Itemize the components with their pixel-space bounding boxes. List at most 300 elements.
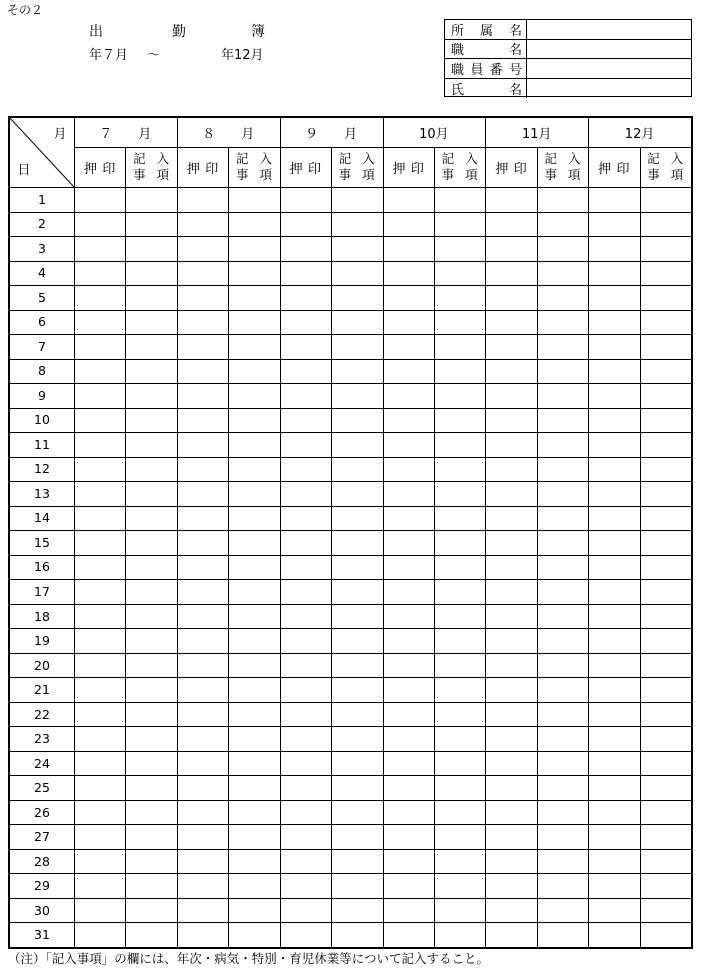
stamp-cell[interactable]: [485, 285, 536, 310]
note-cell[interactable]: [640, 751, 691, 776]
note-cell[interactable]: [228, 212, 279, 237]
stamp-cell[interactable]: [280, 359, 331, 384]
stamp-cell[interactable]: [74, 775, 125, 800]
stamp-cell[interactable]: [280, 212, 331, 237]
note-cell[interactable]: [125, 677, 176, 702]
note-cell[interactable]: [640, 849, 691, 874]
note-cell[interactable]: [537, 702, 588, 727]
stamp-cell[interactable]: [485, 334, 536, 359]
stamp-cell[interactable]: [485, 261, 536, 286]
stamp-cell[interactable]: [74, 726, 125, 751]
stamp-cell[interactable]: [588, 800, 639, 825]
note-cell[interactable]: [640, 579, 691, 604]
note-cell[interactable]: [125, 212, 176, 237]
stamp-cell[interactable]: [74, 236, 125, 261]
note-cell[interactable]: [537, 432, 588, 457]
note-cell[interactable]: [331, 530, 382, 555]
note-cell[interactable]: [434, 800, 485, 825]
note-cell[interactable]: [331, 310, 382, 335]
stamp-cell[interactable]: [74, 187, 125, 212]
note-cell[interactable]: [434, 702, 485, 727]
note-cell[interactable]: [125, 702, 176, 727]
stamp-cell[interactable]: [485, 898, 536, 923]
stamp-cell[interactable]: [588, 457, 639, 482]
stamp-cell[interactable]: [74, 334, 125, 359]
stamp-cell[interactable]: [280, 187, 331, 212]
stamp-cell[interactable]: [588, 628, 639, 653]
note-cell[interactable]: [228, 775, 279, 800]
stamp-cell[interactable]: [280, 922, 331, 947]
stamp-cell[interactable]: [74, 849, 125, 874]
stamp-cell[interactable]: [280, 873, 331, 898]
note-cell[interactable]: [434, 236, 485, 261]
stamp-cell[interactable]: [485, 310, 536, 335]
stamp-cell[interactable]: [588, 334, 639, 359]
note-cell[interactable]: [228, 457, 279, 482]
note-cell[interactable]: [537, 261, 588, 286]
stamp-cell[interactable]: [588, 555, 639, 580]
stamp-cell[interactable]: [485, 628, 536, 653]
note-cell[interactable]: [537, 555, 588, 580]
note-cell[interactable]: [228, 310, 279, 335]
note-cell[interactable]: [640, 432, 691, 457]
stamp-cell[interactable]: [177, 800, 228, 825]
note-cell[interactable]: [537, 653, 588, 678]
note-cell[interactable]: [331, 457, 382, 482]
note-cell[interactable]: [434, 604, 485, 629]
stamp-cell[interactable]: [74, 800, 125, 825]
note-cell[interactable]: [331, 555, 382, 580]
note-cell[interactable]: [640, 702, 691, 727]
note-cell[interactable]: [228, 751, 279, 776]
note-cell[interactable]: [434, 726, 485, 751]
note-cell[interactable]: [331, 628, 382, 653]
stamp-cell[interactable]: [280, 898, 331, 923]
note-cell[interactable]: [434, 653, 485, 678]
note-cell[interactable]: [640, 530, 691, 555]
note-cell[interactable]: [125, 628, 176, 653]
stamp-cell[interactable]: [588, 849, 639, 874]
stamp-cell[interactable]: [74, 579, 125, 604]
stamp-cell[interactable]: [280, 824, 331, 849]
stamp-cell[interactable]: [485, 481, 536, 506]
note-cell[interactable]: [331, 383, 382, 408]
note-cell[interactable]: [228, 898, 279, 923]
note-cell[interactable]: [331, 579, 382, 604]
stamp-cell[interactable]: [588, 824, 639, 849]
note-cell[interactable]: [228, 285, 279, 310]
stamp-cell[interactable]: [177, 359, 228, 384]
info-value-field[interactable]: [527, 40, 691, 59]
stamp-cell[interactable]: [280, 849, 331, 874]
stamp-cell[interactable]: [177, 677, 228, 702]
note-cell[interactable]: [640, 285, 691, 310]
note-cell[interactable]: [125, 849, 176, 874]
note-cell[interactable]: [228, 334, 279, 359]
stamp-cell[interactable]: [383, 432, 434, 457]
stamp-cell[interactable]: [280, 457, 331, 482]
stamp-cell[interactable]: [177, 285, 228, 310]
stamp-cell[interactable]: [177, 212, 228, 237]
note-cell[interactable]: [228, 824, 279, 849]
stamp-cell[interactable]: [280, 800, 331, 825]
stamp-cell[interactable]: [280, 579, 331, 604]
note-cell[interactable]: [434, 751, 485, 776]
stamp-cell[interactable]: [588, 187, 639, 212]
stamp-cell[interactable]: [383, 628, 434, 653]
stamp-cell[interactable]: [485, 653, 536, 678]
stamp-cell[interactable]: [588, 481, 639, 506]
note-cell[interactable]: [537, 579, 588, 604]
note-cell[interactable]: [228, 653, 279, 678]
note-cell[interactable]: [331, 334, 382, 359]
note-cell[interactable]: [434, 849, 485, 874]
stamp-cell[interactable]: [383, 530, 434, 555]
stamp-cell[interactable]: [177, 432, 228, 457]
note-cell[interactable]: [434, 898, 485, 923]
note-cell[interactable]: [125, 530, 176, 555]
stamp-cell[interactable]: [280, 653, 331, 678]
stamp-cell[interactable]: [383, 726, 434, 751]
note-cell[interactable]: [125, 555, 176, 580]
stamp-cell[interactable]: [74, 628, 125, 653]
note-cell[interactable]: [640, 677, 691, 702]
stamp-cell[interactable]: [383, 187, 434, 212]
stamp-cell[interactable]: [588, 677, 639, 702]
note-cell[interactable]: [537, 236, 588, 261]
stamp-cell[interactable]: [74, 383, 125, 408]
stamp-cell[interactable]: [383, 579, 434, 604]
note-cell[interactable]: [125, 481, 176, 506]
stamp-cell[interactable]: [177, 726, 228, 751]
stamp-cell[interactable]: [485, 800, 536, 825]
note-cell[interactable]: [125, 751, 176, 776]
stamp-cell[interactable]: [383, 922, 434, 947]
stamp-cell[interactable]: [588, 432, 639, 457]
note-cell[interactable]: [331, 751, 382, 776]
stamp-cell[interactable]: [588, 702, 639, 727]
note-cell[interactable]: [640, 604, 691, 629]
note-cell[interactable]: [537, 898, 588, 923]
stamp-cell[interactable]: [280, 775, 331, 800]
stamp-cell[interactable]: [280, 677, 331, 702]
note-cell[interactable]: [434, 187, 485, 212]
note-cell[interactable]: [125, 187, 176, 212]
stamp-cell[interactable]: [280, 236, 331, 261]
stamp-cell[interactable]: [485, 702, 536, 727]
note-cell[interactable]: [640, 481, 691, 506]
note-cell[interactable]: [125, 261, 176, 286]
note-cell[interactable]: [537, 677, 588, 702]
note-cell[interactable]: [537, 334, 588, 359]
stamp-cell[interactable]: [383, 334, 434, 359]
stamp-cell[interactable]: [74, 677, 125, 702]
stamp-cell[interactable]: [588, 898, 639, 923]
stamp-cell[interactable]: [588, 310, 639, 335]
note-cell[interactable]: [640, 628, 691, 653]
stamp-cell[interactable]: [177, 481, 228, 506]
stamp-cell[interactable]: [177, 824, 228, 849]
stamp-cell[interactable]: [485, 212, 536, 237]
note-cell[interactable]: [125, 873, 176, 898]
note-cell[interactable]: [434, 628, 485, 653]
stamp-cell[interactable]: [280, 383, 331, 408]
stamp-cell[interactable]: [383, 310, 434, 335]
note-cell[interactable]: [331, 359, 382, 384]
stamp-cell[interactable]: [177, 653, 228, 678]
stamp-cell[interactable]: [280, 481, 331, 506]
stamp-cell[interactable]: [383, 236, 434, 261]
note-cell[interactable]: [640, 800, 691, 825]
stamp-cell[interactable]: [485, 383, 536, 408]
stamp-cell[interactable]: [383, 457, 434, 482]
stamp-cell[interactable]: [383, 653, 434, 678]
note-cell[interactable]: [434, 334, 485, 359]
note-cell[interactable]: [640, 408, 691, 433]
info-value-field[interactable]: [527, 20, 691, 39]
stamp-cell[interactable]: [485, 457, 536, 482]
note-cell[interactable]: [331, 408, 382, 433]
note-cell[interactable]: [228, 359, 279, 384]
stamp-cell[interactable]: [588, 873, 639, 898]
stamp-cell[interactable]: [485, 824, 536, 849]
note-cell[interactable]: [434, 457, 485, 482]
note-cell[interactable]: [434, 555, 485, 580]
note-cell[interactable]: [640, 334, 691, 359]
stamp-cell[interactable]: [383, 383, 434, 408]
stamp-cell[interactable]: [383, 800, 434, 825]
info-value-field[interactable]: [527, 59, 691, 78]
stamp-cell[interactable]: [485, 506, 536, 531]
stamp-cell[interactable]: [588, 261, 639, 286]
stamp-cell[interactable]: [383, 285, 434, 310]
stamp-cell[interactable]: [485, 579, 536, 604]
stamp-cell[interactable]: [74, 824, 125, 849]
stamp-cell[interactable]: [485, 408, 536, 433]
note-cell[interactable]: [537, 628, 588, 653]
note-cell[interactable]: [228, 261, 279, 286]
note-cell[interactable]: [537, 824, 588, 849]
note-cell[interactable]: [331, 285, 382, 310]
note-cell[interactable]: [537, 383, 588, 408]
stamp-cell[interactable]: [177, 628, 228, 653]
stamp-cell[interactable]: [280, 334, 331, 359]
stamp-cell[interactable]: [485, 359, 536, 384]
stamp-cell[interactable]: [74, 604, 125, 629]
note-cell[interactable]: [331, 898, 382, 923]
stamp-cell[interactable]: [280, 726, 331, 751]
stamp-cell[interactable]: [485, 775, 536, 800]
stamp-cell[interactable]: [177, 506, 228, 531]
stamp-cell[interactable]: [588, 726, 639, 751]
stamp-cell[interactable]: [588, 653, 639, 678]
stamp-cell[interactable]: [177, 457, 228, 482]
stamp-cell[interactable]: [177, 579, 228, 604]
note-cell[interactable]: [640, 824, 691, 849]
note-cell[interactable]: [228, 187, 279, 212]
note-cell[interactable]: [125, 383, 176, 408]
stamp-cell[interactable]: [588, 236, 639, 261]
note-cell[interactable]: [228, 236, 279, 261]
note-cell[interactable]: [640, 506, 691, 531]
note-cell[interactable]: [228, 702, 279, 727]
stamp-cell[interactable]: [74, 457, 125, 482]
note-cell[interactable]: [125, 457, 176, 482]
stamp-cell[interactable]: [485, 922, 536, 947]
note-cell[interactable]: [331, 800, 382, 825]
note-cell[interactable]: [331, 604, 382, 629]
note-cell[interactable]: [228, 800, 279, 825]
stamp-cell[interactable]: [280, 408, 331, 433]
stamp-cell[interactable]: [485, 849, 536, 874]
note-cell[interactable]: [125, 922, 176, 947]
note-cell[interactable]: [640, 653, 691, 678]
stamp-cell[interactable]: [485, 187, 536, 212]
note-cell[interactable]: [331, 775, 382, 800]
note-cell[interactable]: [331, 212, 382, 237]
note-cell[interactable]: [125, 285, 176, 310]
stamp-cell[interactable]: [177, 873, 228, 898]
note-cell[interactable]: [331, 481, 382, 506]
note-cell[interactable]: [228, 873, 279, 898]
stamp-cell[interactable]: [588, 359, 639, 384]
stamp-cell[interactable]: [177, 408, 228, 433]
stamp-cell[interactable]: [177, 604, 228, 629]
note-cell[interactable]: [125, 506, 176, 531]
stamp-cell[interactable]: [177, 849, 228, 874]
note-cell[interactable]: [228, 432, 279, 457]
note-cell[interactable]: [537, 849, 588, 874]
stamp-cell[interactable]: [74, 408, 125, 433]
note-cell[interactable]: [228, 481, 279, 506]
stamp-cell[interactable]: [383, 775, 434, 800]
note-cell[interactable]: [331, 677, 382, 702]
note-cell[interactable]: [434, 922, 485, 947]
stamp-cell[interactable]: [280, 555, 331, 580]
note-cell[interactable]: [537, 310, 588, 335]
stamp-cell[interactable]: [177, 236, 228, 261]
note-cell[interactable]: [228, 677, 279, 702]
note-cell[interactable]: [640, 383, 691, 408]
stamp-cell[interactable]: [177, 751, 228, 776]
note-cell[interactable]: [434, 677, 485, 702]
stamp-cell[interactable]: [383, 751, 434, 776]
stamp-cell[interactable]: [588, 212, 639, 237]
stamp-cell[interactable]: [383, 408, 434, 433]
stamp-cell[interactable]: [177, 187, 228, 212]
stamp-cell[interactable]: [74, 922, 125, 947]
stamp-cell[interactable]: [280, 432, 331, 457]
stamp-cell[interactable]: [383, 677, 434, 702]
stamp-cell[interactable]: [74, 873, 125, 898]
note-cell[interactable]: [125, 824, 176, 849]
note-cell[interactable]: [640, 457, 691, 482]
note-cell[interactable]: [640, 359, 691, 384]
stamp-cell[interactable]: [280, 506, 331, 531]
note-cell[interactable]: [434, 432, 485, 457]
stamp-cell[interactable]: [383, 849, 434, 874]
stamp-cell[interactable]: [280, 530, 331, 555]
note-cell[interactable]: [331, 236, 382, 261]
stamp-cell[interactable]: [383, 261, 434, 286]
stamp-cell[interactable]: [588, 506, 639, 531]
stamp-cell[interactable]: [280, 751, 331, 776]
note-cell[interactable]: [640, 922, 691, 947]
note-cell[interactable]: [434, 481, 485, 506]
note-cell[interactable]: [228, 922, 279, 947]
stamp-cell[interactable]: [588, 579, 639, 604]
note-cell[interactable]: [640, 775, 691, 800]
note-cell[interactable]: [434, 310, 485, 335]
note-cell[interactable]: [228, 849, 279, 874]
stamp-cell[interactable]: [74, 481, 125, 506]
note-cell[interactable]: [228, 628, 279, 653]
note-cell[interactable]: [228, 555, 279, 580]
note-cell[interactable]: [331, 702, 382, 727]
stamp-cell[interactable]: [177, 261, 228, 286]
note-cell[interactable]: [331, 261, 382, 286]
note-cell[interactable]: [125, 579, 176, 604]
stamp-cell[interactable]: [383, 481, 434, 506]
info-value-field[interactable]: [527, 79, 691, 99]
note-cell[interactable]: [125, 604, 176, 629]
stamp-cell[interactable]: [74, 285, 125, 310]
note-cell[interactable]: [537, 751, 588, 776]
note-cell[interactable]: [331, 653, 382, 678]
stamp-cell[interactable]: [588, 383, 639, 408]
stamp-cell[interactable]: [177, 530, 228, 555]
stamp-cell[interactable]: [74, 432, 125, 457]
note-cell[interactable]: [537, 922, 588, 947]
stamp-cell[interactable]: [280, 310, 331, 335]
stamp-cell[interactable]: [177, 922, 228, 947]
note-cell[interactable]: [228, 506, 279, 531]
note-cell[interactable]: [228, 726, 279, 751]
stamp-cell[interactable]: [74, 261, 125, 286]
note-cell[interactable]: [537, 530, 588, 555]
note-cell[interactable]: [125, 800, 176, 825]
note-cell[interactable]: [640, 898, 691, 923]
note-cell[interactable]: [640, 261, 691, 286]
stamp-cell[interactable]: [383, 359, 434, 384]
stamp-cell[interactable]: [383, 212, 434, 237]
note-cell[interactable]: [125, 775, 176, 800]
stamp-cell[interactable]: [280, 285, 331, 310]
note-cell[interactable]: [331, 873, 382, 898]
stamp-cell[interactable]: [74, 898, 125, 923]
stamp-cell[interactable]: [74, 212, 125, 237]
note-cell[interactable]: [125, 310, 176, 335]
note-cell[interactable]: [125, 726, 176, 751]
note-cell[interactable]: [537, 604, 588, 629]
stamp-cell[interactable]: [485, 726, 536, 751]
stamp-cell[interactable]: [177, 555, 228, 580]
stamp-cell[interactable]: [177, 310, 228, 335]
stamp-cell[interactable]: [588, 751, 639, 776]
stamp-cell[interactable]: [74, 653, 125, 678]
note-cell[interactable]: [640, 873, 691, 898]
note-cell[interactable]: [537, 359, 588, 384]
stamp-cell[interactable]: [485, 530, 536, 555]
note-cell[interactable]: [228, 579, 279, 604]
note-cell[interactable]: [331, 432, 382, 457]
stamp-cell[interactable]: [588, 775, 639, 800]
note-cell[interactable]: [640, 310, 691, 335]
note-cell[interactable]: [434, 775, 485, 800]
note-cell[interactable]: [537, 726, 588, 751]
note-cell[interactable]: [125, 236, 176, 261]
stamp-cell[interactable]: [177, 775, 228, 800]
